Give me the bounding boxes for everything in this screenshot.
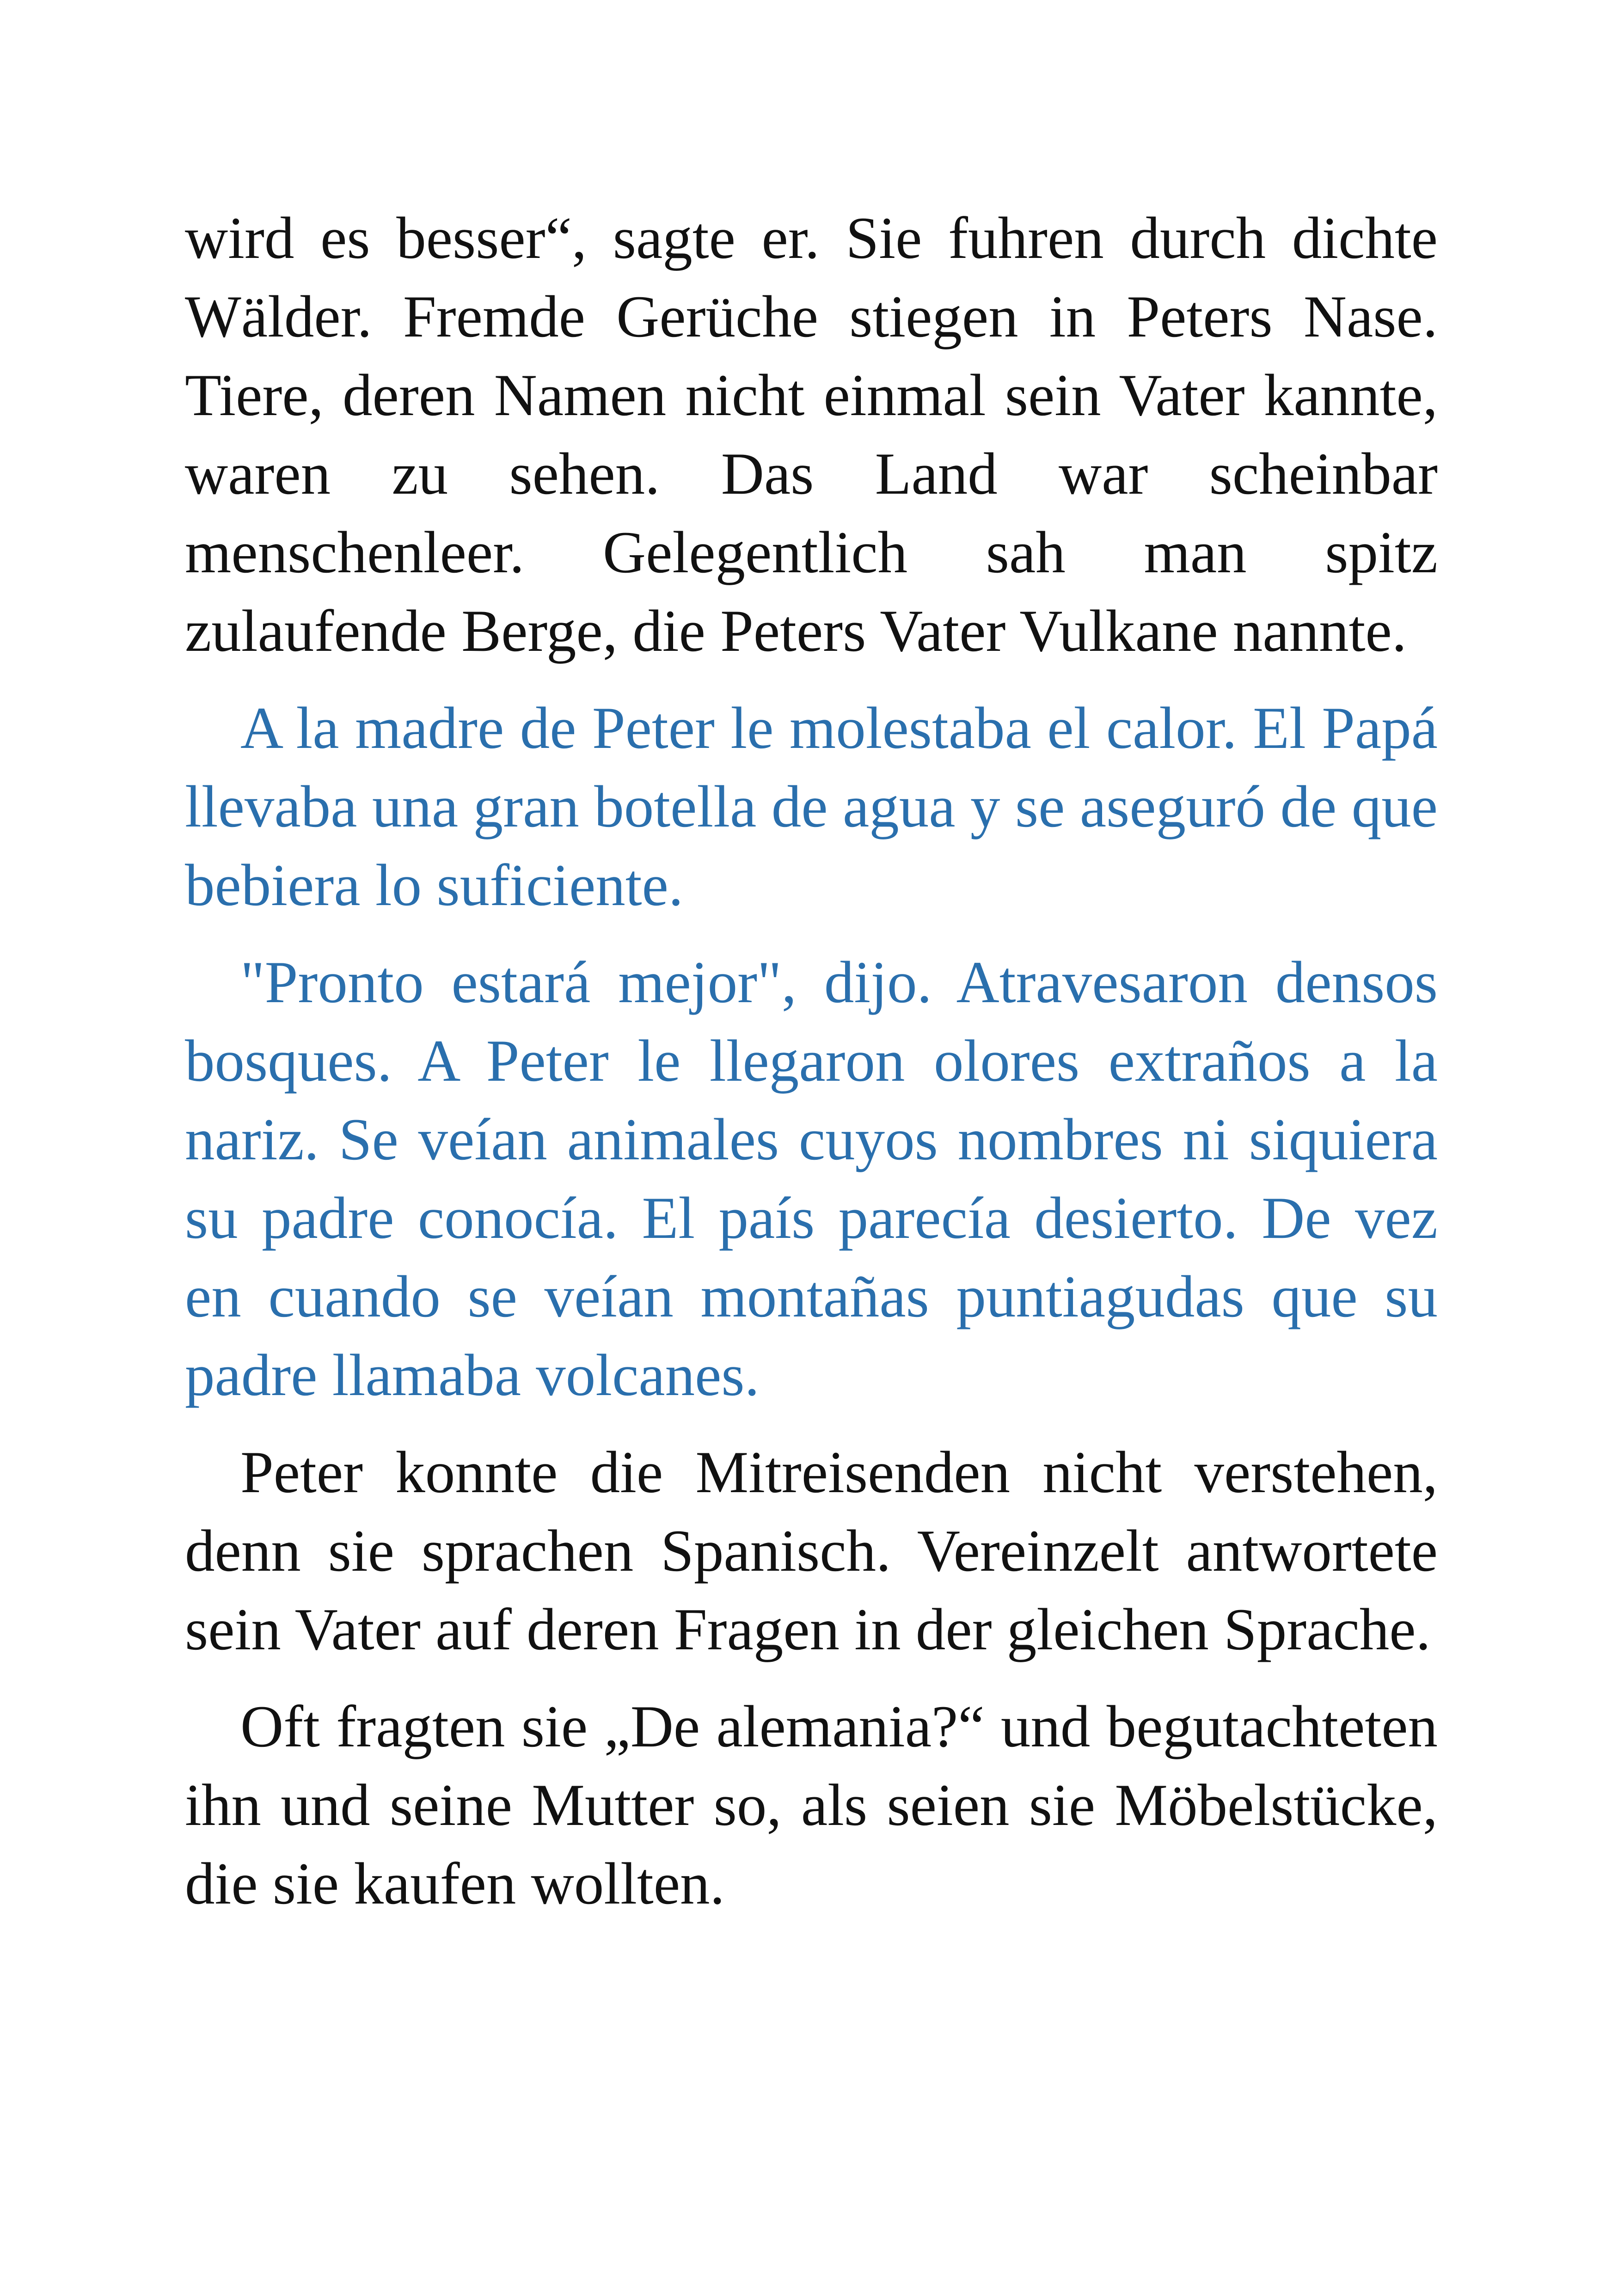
document-page — [185, 199, 1438, 1941]
paragraph-german-2: Peter konnte die Mitreisenden nicht verstehen, denn sie sprachen Spanisch. Vereinzelt antwortete sein Vater auf deren Fragen in der gleichen Sprache. — [185, 1439, 1438, 1662]
paragraph-german-3: Oft fragten sie „De alemania?“ und begutachteten ihn und seine Mutter so, als seien sie Möbelstücke, die sie kaufen wollten. — [185, 1693, 1438, 1916]
paragraph-german-1: wird es besser“, sagte er. Sie fuhren durch dichte Wälder. Fremde Gerüche stiegen in Peters Nase. Tiere, deren Namen nicht einmal sein Vater kannte, waren zu sehen. Das Land war scheinbar menschenleer. Gelegentlich sah man spitz zulaufende Berge, die Peters Vater Vulkane nannte. — [185, 205, 1438, 664]
paragraph-spanish-2: "Pronto estará mejor", dijo. Atravesaron densos bosques. A Peter le llegaron olores extraños a la nariz. Se veían animales cuyos nombres ni siquiera su padre conocía. El país parecía desierto. De vez en cuando se veían montañas puntiagudas que su padre llamaba volcanes. — [185, 949, 1438, 1408]
paragraph-spanish-1: A la madre de Peter le molestaba el calor. El Papá llevaba una gran botella de agua y se aseguró de que bebiera lo suficiente. — [185, 695, 1438, 918]
